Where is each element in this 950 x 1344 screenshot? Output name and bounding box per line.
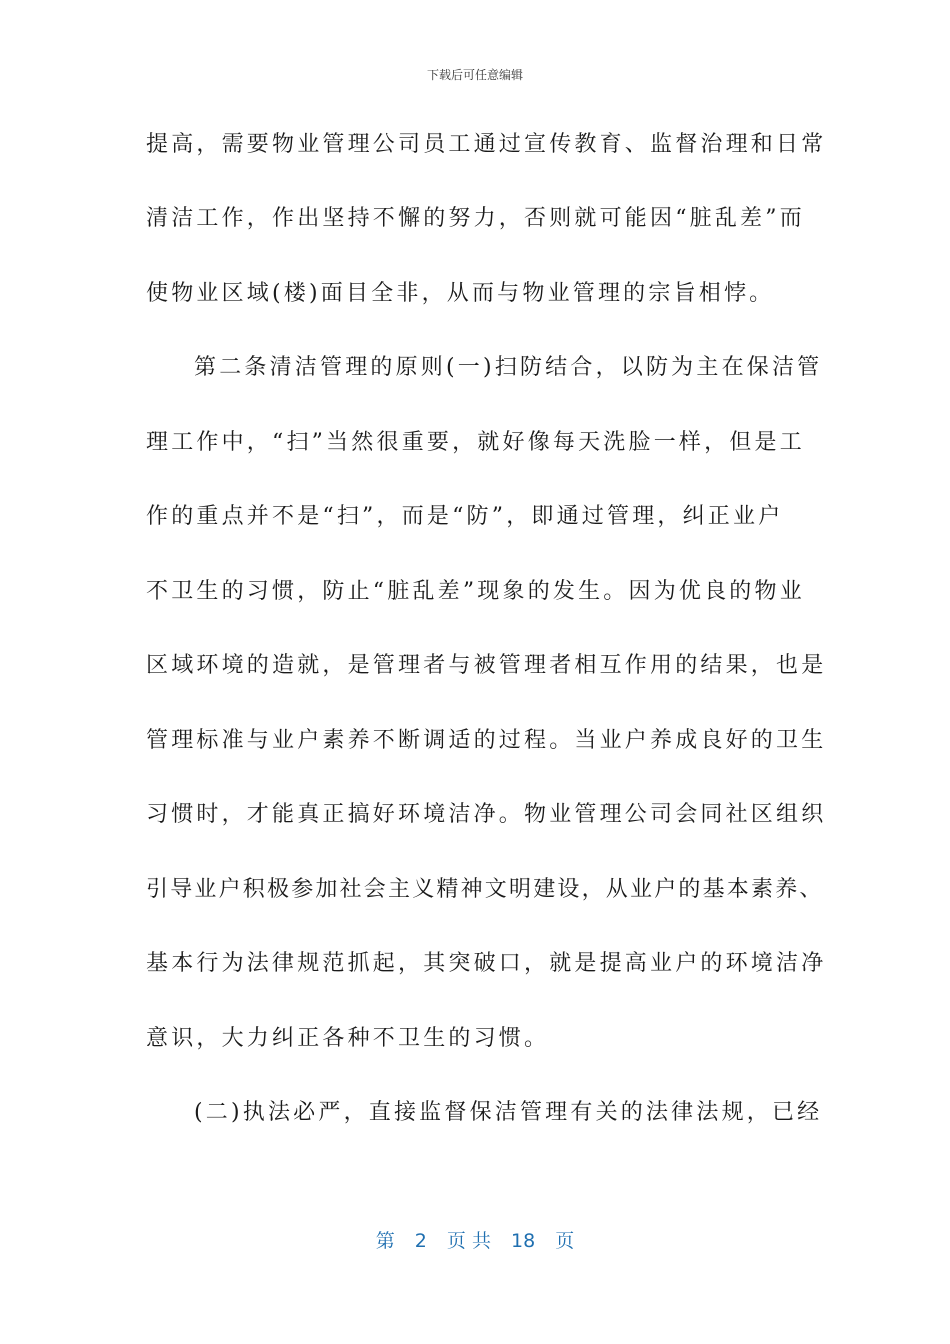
paragraph-start-line: 第二条清洁管理的原则(一)扫防结合，以防为主在保洁管 <box>194 355 823 380</box>
page-footer <box>0 1226 950 1253</box>
paragraph-start-line: (二)执法必严，直接监督保洁管理有关的法律法规，已经 <box>194 1100 823 1125</box>
footer-middle: 页 共 <box>446 1230 491 1252</box>
text-line: 习惯时，才能真正搞好环境洁净。物业管理公司会同社区组织 <box>146 802 827 827</box>
text-line: 使物业区域(楼)面目全非，从而与物业管理的宗旨相悖。 <box>146 281 775 306</box>
text-line: 理工作中，“扫”当然很重要，就好像每天洗脸一样，但是工 <box>146 430 805 455</box>
footer-total-pages: 18 <box>511 1230 536 1252</box>
text-line: 清洁工作，作出坚持不懈的努力，否则就可能因“脏乱差”而 <box>146 206 805 231</box>
footer-prefix: 第 <box>375 1230 395 1252</box>
footer-suffix: 页 <box>555 1230 575 1252</box>
footer-page-number: 2 <box>414 1230 427 1252</box>
text-line: 区域环境的造就，是管理者与被管理者相互作用的结果，也是 <box>146 653 827 678</box>
text-line: 管理标准与业户素养不断调适的过程。当业户养成良好的卫生 <box>146 728 827 753</box>
header-note: 下载后可任意编辑 <box>426 68 523 82</box>
text-line: 引导业户积极参加社会主义精神文明建设，从业户的基本素养、 <box>146 877 824 902</box>
text-line: 不卫生的习惯，防止“脏乱差”现象的发生。因为优良的物业 <box>146 579 805 604</box>
text-line: 提高，需要物业管理公司员工通过宣传教育、监督治理和日常 <box>146 132 827 157</box>
text-line: 意识，大力纠正各种不卫生的习惯。 <box>146 1026 550 1051</box>
text-line: 作的重点并不是“扫”，而是“防”，即通过管理，纠正业户 <box>146 504 784 529</box>
text-line: 基本行为法律规范抓起，其突破口，就是提高业户的环境洁净 <box>146 951 827 976</box>
